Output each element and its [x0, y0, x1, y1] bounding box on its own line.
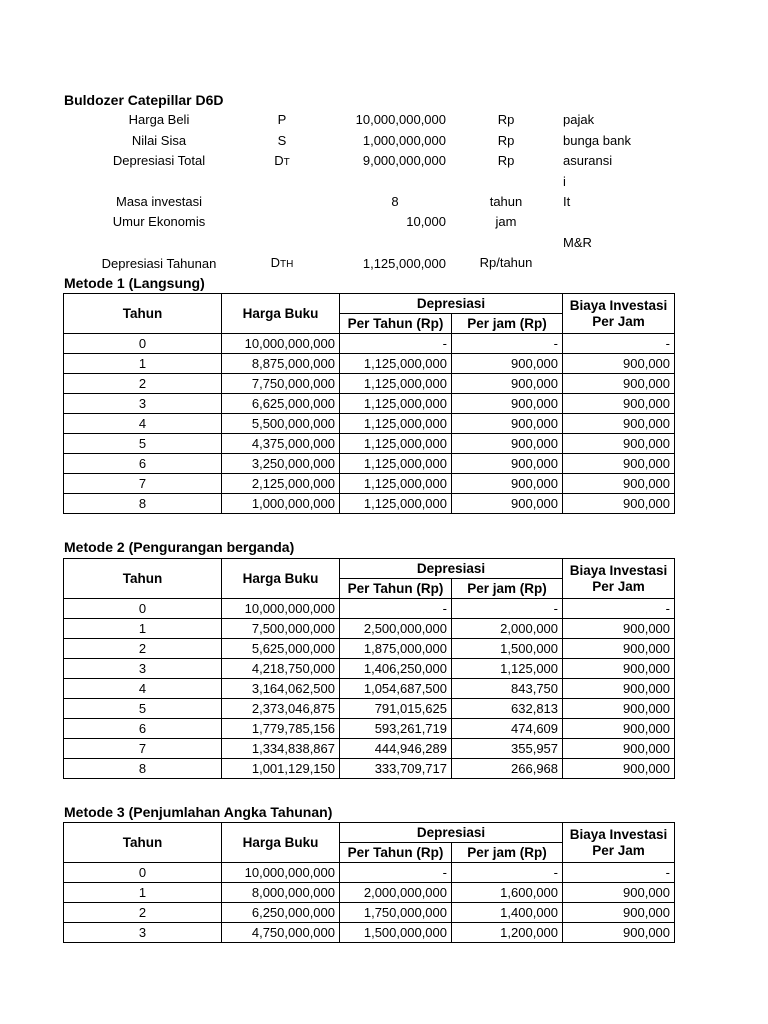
table-row — [64, 923, 675, 943]
cell-harga-buku: 8,000,000,000 — [222, 883, 340, 903]
depreciation-table-metode-1 — [63, 293, 675, 514]
table-row — [64, 599, 675, 619]
cell-harga-buku: 1,779,785,156 — [222, 719, 340, 739]
cell-harga-buku: 10,000,000,000 — [222, 599, 340, 619]
cell-per-tahun: 444,946,289 — [340, 739, 452, 759]
cell-per-jam: 1,600,000 — [452, 883, 563, 903]
table-row — [64, 863, 675, 883]
cell-tahun: 3 — [64, 923, 222, 943]
cell-biaya-investasi: - — [563, 334, 675, 354]
column-header-tahun: Tahun — [64, 823, 222, 863]
cell-biaya-investasi: 900,000 — [563, 354, 675, 374]
biaya-header-line1: Biaya Investasi — [569, 297, 668, 313]
cell-per-tahun: 333,709,717 — [340, 759, 452, 779]
param-symbol: P — [277, 112, 287, 127]
note-i: i — [563, 174, 566, 189]
cell-tahun: 7 — [64, 474, 222, 494]
cell-per-jam: 1,400,000 — [452, 903, 563, 923]
cell-per-jam: 355,957 — [452, 739, 563, 759]
biaya-header-line1: Biaya Investasi — [569, 826, 668, 842]
cell-biaya-investasi: 900,000 — [563, 619, 675, 639]
table-row — [64, 334, 675, 354]
biaya-header-line2: Per Jam — [592, 313, 645, 329]
cell-tahun: 4 — [64, 679, 222, 699]
cell-tahun: 8 — [64, 494, 222, 514]
table-row — [64, 414, 675, 434]
table-row — [64, 619, 675, 639]
cell-per-jam: 900,000 — [452, 374, 563, 394]
table-row — [64, 679, 675, 699]
cell-biaya-investasi: 900,000 — [563, 374, 675, 394]
metode-2-title: Metode 2 (Pengurangan berganda) — [64, 539, 295, 555]
cell-per-tahun: 1,125,000,000 — [340, 374, 452, 394]
cell-biaya-investasi: 900,000 — [563, 639, 675, 659]
cell-biaya-investasi: 900,000 — [563, 883, 675, 903]
cell-harga-buku: 5,625,000,000 — [222, 639, 340, 659]
cell-per-tahun: - — [340, 863, 452, 883]
cell-harga-buku: 2,125,000,000 — [222, 474, 340, 494]
cell-per-jam: 843,750 — [452, 679, 563, 699]
cell-per-jam: 900,000 — [452, 394, 563, 414]
column-header-per-jam: Per jam (Rp) — [452, 579, 563, 599]
cell-per-tahun: 1,125,000,000 — [340, 454, 452, 474]
param-label: Depresiasi Total — [112, 153, 206, 168]
column-header-harga-buku: Harga Buku — [222, 294, 340, 334]
cell-biaya-investasi: 900,000 — [563, 414, 675, 434]
biaya-header-line1: Biaya Investasi — [569, 562, 668, 578]
cell-tahun: 4 — [64, 414, 222, 434]
table-row — [64, 639, 675, 659]
cell-harga-buku: 3,250,000,000 — [222, 454, 340, 474]
param-unit: Rp — [497, 153, 515, 168]
cell-per-jam: - — [452, 599, 563, 619]
table-row — [64, 494, 675, 514]
cell-harga-buku: 1,001,129,150 — [222, 759, 340, 779]
umur-ekonomis-value: 10,000 — [406, 214, 446, 229]
biaya-header-line2: Per Jam — [592, 578, 645, 594]
table-row — [64, 374, 675, 394]
masa-investasi-unit: tahun — [489, 194, 523, 209]
table-row — [64, 903, 675, 923]
cell-biaya-investasi: - — [563, 863, 675, 883]
cell-biaya-investasi: 900,000 — [563, 719, 675, 739]
cell-tahun: 5 — [64, 434, 222, 454]
cell-per-jam: 900,000 — [452, 494, 563, 514]
note-it: It — [563, 194, 571, 209]
cell-tahun: 2 — [64, 374, 222, 394]
cell-harga-buku: 7,500,000,000 — [222, 619, 340, 639]
cell-harga-buku: 2,373,046,875 — [222, 699, 340, 719]
cell-per-jam: 1,125,000 — [452, 659, 563, 679]
cell-biaya-investasi: 900,000 — [563, 903, 675, 923]
table-row — [64, 454, 675, 474]
column-header-per-jam: Per jam (Rp) — [452, 314, 563, 334]
cell-per-tahun: 1,125,000,000 — [340, 354, 452, 374]
document-title: Buldozer Catepillar D6D — [64, 92, 224, 108]
param-label: Nilai Sisa — [131, 133, 187, 148]
cell-tahun: 2 — [64, 903, 222, 923]
cell-tahun: 0 — [64, 334, 222, 354]
cell-tahun: 0 — [64, 863, 222, 883]
cell-per-tahun: 1,125,000,000 — [340, 414, 452, 434]
cell-harga-buku: 10,000,000,000 — [222, 334, 340, 354]
cell-per-jam: 900,000 — [452, 414, 563, 434]
cell-biaya-investasi: 900,000 — [563, 699, 675, 719]
cell-biaya-investasi: 900,000 — [563, 394, 675, 414]
cell-harga-buku: 4,375,000,000 — [222, 434, 340, 454]
param-value: 1,000,000,000 — [362, 133, 446, 148]
cell-per-jam: 2,000,000 — [452, 619, 563, 639]
cell-biaya-investasi: 900,000 — [563, 454, 675, 474]
param-unit: Rp — [497, 133, 515, 148]
umur-ekonomis-unit: jam — [495, 214, 517, 229]
cell-per-tahun: 1,406,250,000 — [340, 659, 452, 679]
cell-per-tahun: 1,750,000,000 — [340, 903, 452, 923]
cell-tahun: 1 — [64, 883, 222, 903]
cell-per-jam: 474,609 — [452, 719, 563, 739]
cell-per-tahun: 1,054,687,500 — [340, 679, 452, 699]
cell-tahun: 1 — [64, 619, 222, 639]
column-header-depresiasi: Depresiasi — [340, 294, 563, 314]
cell-per-tahun: 1,125,000,000 — [340, 474, 452, 494]
cell-tahun: 5 — [64, 699, 222, 719]
cell-biaya-investasi: 900,000 — [563, 434, 675, 454]
umur-ekonomis-label: Umur Ekonomis — [112, 214, 206, 229]
depreciation-table-metode-3 — [63, 822, 675, 943]
table-row — [64, 759, 675, 779]
cell-per-jam: 900,000 — [452, 474, 563, 494]
cell-per-tahun: 2,000,000,000 — [340, 883, 452, 903]
cell-per-tahun: 791,015,625 — [340, 699, 452, 719]
cell-per-jam: - — [452, 863, 563, 883]
column-header-harga-buku: Harga Buku — [222, 559, 340, 599]
param-symbol: DT — [274, 153, 290, 168]
column-header-harga-buku: Harga Buku — [222, 823, 340, 863]
table-row — [64, 883, 675, 903]
cell-per-tahun: - — [340, 599, 452, 619]
cell-biaya-investasi: 900,000 — [563, 494, 675, 514]
cell-biaya-investasi: 900,000 — [563, 923, 675, 943]
param-symbol: S — [277, 133, 287, 148]
cell-tahun: 8 — [64, 759, 222, 779]
column-header-tahun: Tahun — [64, 559, 222, 599]
depresiasi-tahunan-symbol: DTH — [270, 255, 294, 270]
cell-tahun: 6 — [64, 454, 222, 474]
column-header-per-tahun: Per Tahun (Rp) — [340, 579, 452, 599]
column-header-depresiasi: Depresiasi — [340, 823, 563, 843]
cell-tahun: 1 — [64, 354, 222, 374]
cell-biaya-investasi: - — [563, 599, 675, 619]
cell-biaya-investasi: 900,000 — [563, 759, 675, 779]
cell-per-jam: 900,000 — [452, 454, 563, 474]
table-row — [64, 354, 675, 374]
masa-investasi-label: Masa investasi — [116, 194, 202, 209]
table-row — [64, 659, 675, 679]
cell-biaya-investasi: 900,000 — [563, 679, 675, 699]
cell-tahun: 3 — [64, 394, 222, 414]
column-header-biaya-investasi — [563, 823, 675, 863]
param-note: pajak — [563, 112, 595, 127]
cell-biaya-investasi: 900,000 — [563, 474, 675, 494]
cell-tahun: 6 — [64, 719, 222, 739]
cell-per-jam: 900,000 — [452, 354, 563, 374]
table-row — [64, 739, 675, 759]
param-note: bunga bank — [563, 133, 631, 148]
table-row — [64, 474, 675, 494]
cell-per-jam: 1,500,000 — [452, 639, 563, 659]
metode-3-title: Metode 3 (Penjumlahan Angka Tahunan) — [64, 804, 333, 820]
cell-per-tahun: 1,125,000,000 — [340, 494, 452, 514]
cell-harga-buku: 8,875,000,000 — [222, 354, 340, 374]
param-note: asuransi — [563, 153, 613, 168]
column-header-per-tahun: Per Tahun (Rp) — [340, 314, 452, 334]
param-unit: Rp — [497, 112, 515, 127]
cell-tahun: 0 — [64, 599, 222, 619]
cell-harga-buku: 5,500,000,000 — [222, 414, 340, 434]
cell-biaya-investasi: 900,000 — [563, 739, 675, 759]
param-label: Harga Beli — [128, 112, 190, 127]
cell-harga-buku: 6,625,000,000 — [222, 394, 340, 414]
column-header-tahun: Tahun — [64, 294, 222, 334]
cell-harga-buku: 10,000,000,000 — [222, 863, 340, 883]
cell-harga-buku: 7,750,000,000 — [222, 374, 340, 394]
cell-per-jam: - — [452, 334, 563, 354]
table-row — [64, 699, 675, 719]
cell-harga-buku: 4,750,000,000 — [222, 923, 340, 943]
depresiasi-tahunan-unit: Rp/tahun — [479, 255, 533, 270]
cell-per-jam: 266,968 — [452, 759, 563, 779]
cell-biaya-investasi: 900,000 — [563, 659, 675, 679]
cell-per-tahun: 1,125,000,000 — [340, 394, 452, 414]
masa-investasi-value: 8 — [391, 194, 399, 209]
depresiasi-tahunan-label: Depresiasi Tahunan — [101, 256, 217, 271]
column-header-biaya-investasi — [563, 294, 675, 334]
cell-per-tahun: 2,500,000,000 — [340, 619, 452, 639]
column-header-per-jam: Per jam (Rp) — [452, 843, 563, 863]
column-header-biaya-investasi — [563, 559, 675, 599]
cell-per-tahun: 1,500,000,000 — [340, 923, 452, 943]
depresiasi-tahunan-value: 1,125,000,000 — [362, 256, 446, 271]
table-row — [64, 394, 675, 414]
cell-harga-buku: 6,250,000,000 — [222, 903, 340, 923]
cell-tahun: 3 — [64, 659, 222, 679]
cell-per-jam: 900,000 — [452, 434, 563, 454]
cell-per-jam: 632,813 — [452, 699, 563, 719]
cell-per-jam: 1,200,000 — [452, 923, 563, 943]
param-value: 10,000,000,000 — [355, 112, 446, 127]
cell-per-tahun: 593,261,719 — [340, 719, 452, 739]
cell-harga-buku: 4,218,750,000 — [222, 659, 340, 679]
table-row — [64, 434, 675, 454]
depreciation-table-metode-2 — [63, 558, 675, 779]
note-mr: M&R — [563, 235, 592, 250]
param-value: 9,000,000,000 — [362, 153, 446, 168]
column-header-per-tahun: Per Tahun (Rp) — [340, 843, 452, 863]
cell-per-tahun: - — [340, 334, 452, 354]
biaya-header-line2: Per Jam — [592, 842, 645, 858]
cell-harga-buku: 3,164,062,500 — [222, 679, 340, 699]
cell-per-tahun: 1,875,000,000 — [340, 639, 452, 659]
cell-tahun: 2 — [64, 639, 222, 659]
metode-1-title: Metode 1 (Langsung) — [64, 275, 205, 291]
cell-harga-buku: 1,000,000,000 — [222, 494, 340, 514]
cell-tahun: 7 — [64, 739, 222, 759]
column-header-depresiasi: Depresiasi — [340, 559, 563, 579]
cell-per-tahun: 1,125,000,000 — [340, 434, 452, 454]
table-row — [64, 719, 675, 739]
cell-harga-buku: 1,334,838,867 — [222, 739, 340, 759]
